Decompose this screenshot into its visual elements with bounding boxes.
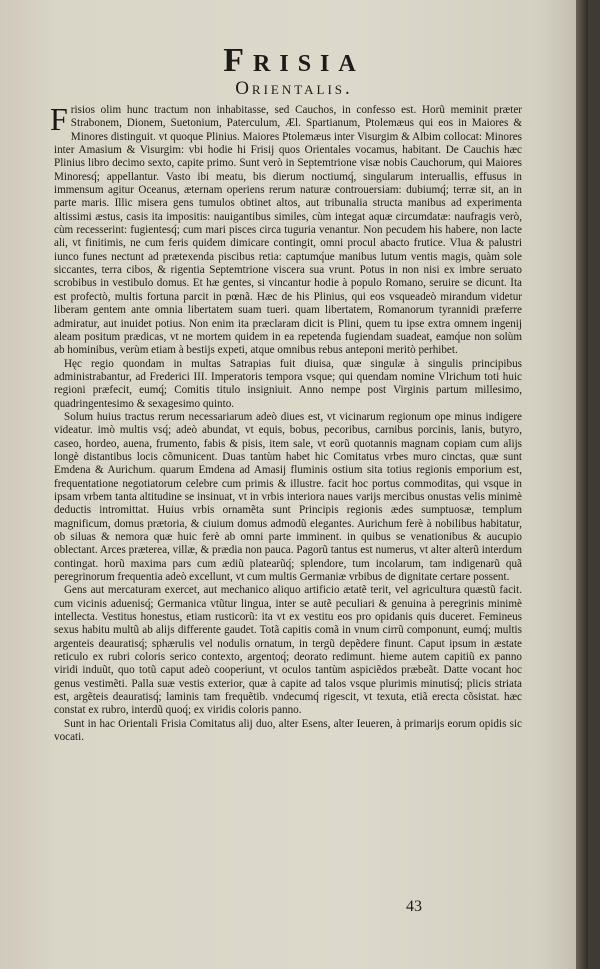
signature-mark: 43 <box>406 898 422 915</box>
paragraph-1-text: risios olim hunc tractum non inhabitasse, sed Cauchos, in confesso est. Horũ meminit præter Strabonem, Dionem, Suetonium, Paterculum, Æl. Spartianum, Ptolemæus qui eos in Maiores & Minores distinguit. vt quoque Plinius. Maiores Ptolemæus inter Visurgim & Albim collocat: Minores inter Amasium & Visurgim: vbi hodie hi Frisij quos Orientales vocamus, habitant. De Cauchis hæc Plinius libro decimo sexto, capite primo. Sunt verò in Septemtrione visæ nobis Cauchorum, qui Maiores Minoresq́; appellantur. Vasto ibi meatu, bis dierum noctiumq́, singularum interuallis, effusus in immensum agitur Oceanus, æternam operiens rerum naturæ controuersiam: dubiumq́; terræ sit, an in parte maris. Illic misera gens tumulos obtinet altos, aut tribunalia structa manibus ad experimenta altissimi æstus, casis ita impositis: nauigantibus similes, cùm integat aquæ circumdatæ: naufragis verò, cùm recesserint: fugientesq́; cum mari pisces circa tuguria venantur. Non pecudem his habere, non lacte ali, vt finitimis, ne cum feris quidem dimicare contingit, omni procul abacto frutice. Vlua & palustri iunco funes nectunt ad prætexenda piscibus retia: captumq́ue manibus lutum ventis magis, quàm sole siccantes, terra cibos, & rigentia Septemtrione viscera sua vrunt. Potus in non nisi ex imbre seruato scrobibus in vestibulo domus. Et hæ gentes, si vincantur hodie à populo Romano, seruire se dicunt. Ita est profectò, multis fortuna parcit in pœnã. Hæc de his Plinius, qui eos vsqueadeò mirandum videtur liberam gentem ante omnia libertatem suam tueri. quam libertatem, Romanorum tyrannidi præferre admiratur, aut inuidet potius. Non enim ita præclaram dicit is Plini, quem tu ipse extra omnem ingenij aleam positum prædicas, vt ne mortem quidem in ea repetenda fugiendam suadeat, eamq́ue non solùm ab hominibus, verùm etiam à bestijs expeti, atque omnibus rebus anteponi meritò perhibet. <box>54 104 522 357</box>
page-edge <box>576 0 588 969</box>
drop-cap: F <box>50 101 68 137</box>
paragraph-1 <box>50 101 522 358</box>
paragraph-5: Sunt in hac Orientali Frisia Comitatus alij duo, alter Esens, alter Ieueren, à primarijs eorum opidis sic vocati. <box>54 717 522 744</box>
paragraph-4: Gens aut mercaturam exercet, aut mechanico aliquo artificio ætatẽ terit, vel agricultura quæstũ facit. cum vicinis aduenisq́; Germanica vtũtur lingua, inter se autẽ peculiari & genuina à peregrinis minimè intellecta. Vestitus honestus, etiam rusticorũ: ita vt ex vestitu eos pro opidanis quis duceret. Femineus sexus habitu multũ ab alijs differente gaudet. Totã capitis comã in vnum cirrũ componunt, eumq́; multis argenteis deauratisq́; sphærulis vel nodulis ornatum, in tergũ depẽdere finunt. Caput ipsum in æstate reticulo ex rubri coloris serico contexto, argentoq́; deorato redimunt. hieme autem capitiũ ex panno viridi induũt, quo totũ caput adeò cooperiunt, vt oculos tantùm aspiciẽdos præbeãt. Datte vocant hoc genus vestimẽti. Palla suæ vestis exterior, quæ à capite ad talos vsque plurimis minutisq́; plicis striata est, argẽteis deauratisq́; laminis tam frequẽtib. vndecumq́ rigescit, vt texuta, etiã erecta cõsistat. hæc constat ex rubro, interdũ quoq́; ex viridis coloris panno. <box>54 584 522 717</box>
page-title: Frisia <box>223 42 365 79</box>
paragraph-3: Solum huius tractus rerum necessariarum adeò diues est, vt vicinarum regionum ope minus indigere videatur. imò multis vsq́; adeò abundat, vt equis, bobus, pecoribus, carnibus porcinis, lanis, butyro, caseo, hordeo, auena, frumento, fabis & pisis, item sale, vt eorũ quotannis magnam copiam cum alijs longè distantibus locis cõmunicent. Duas tantùm habet hic Comitatus vrbes muro cinctas, quæ sunt Emdena & Aurichum. quarum Emdena ad Amasij fluminis ostium sita totius regionis emporium est, frequentatione negotiatorum celebre cum primis & illustre. facit hoc portus commoditas, qui vsque in ipsam vrbem tanta altitudine se insinuat, vt in vrbis interiora naues varijs mercibus onustas velis minimè deductis intromittat. Huius vrbis ornamẽta sunt Principis regionis ædes sumptuosæ, templum magnificum, domus prætoria, & ciuium domus admodũ elegantes. Aurichum ferè à nobilibus habitatur, ob siluas & nemora quæ huic ferè ab omni parte imminent. in quibus se venationibus & aucupio oblectant. Arces præterea, villæ, & prædia non pauca. Pagorũ tantus est numerus, vt alter alterũ interdum contingat. horũ maxima pars cum ædiũ platearũq́; splendore, tum incolarum, tam indigenarũ quã peregrinorum frequentia adeò excellunt, vt cum multis Germaniæ vrbibus de dignitate certare possent. <box>54 410 522 584</box>
page-subtitle: Orientalis. <box>235 78 353 99</box>
body-text <box>50 101 522 745</box>
paragraph-2: Hęc regio quondam in multas Satrapias fuit diuisa, quæ singulæ à singulis principibus administrabantur, ad Frederici III. Imperatoris tempora vsque; qui quendam nomine Vlrichum toti huic regioni præfecit, eumq́; Comitis titulo insigniuit. Anno nempe post Virginis partum millesimo, quadringentesimo & sexagesimo quinto. <box>54 357 522 410</box>
